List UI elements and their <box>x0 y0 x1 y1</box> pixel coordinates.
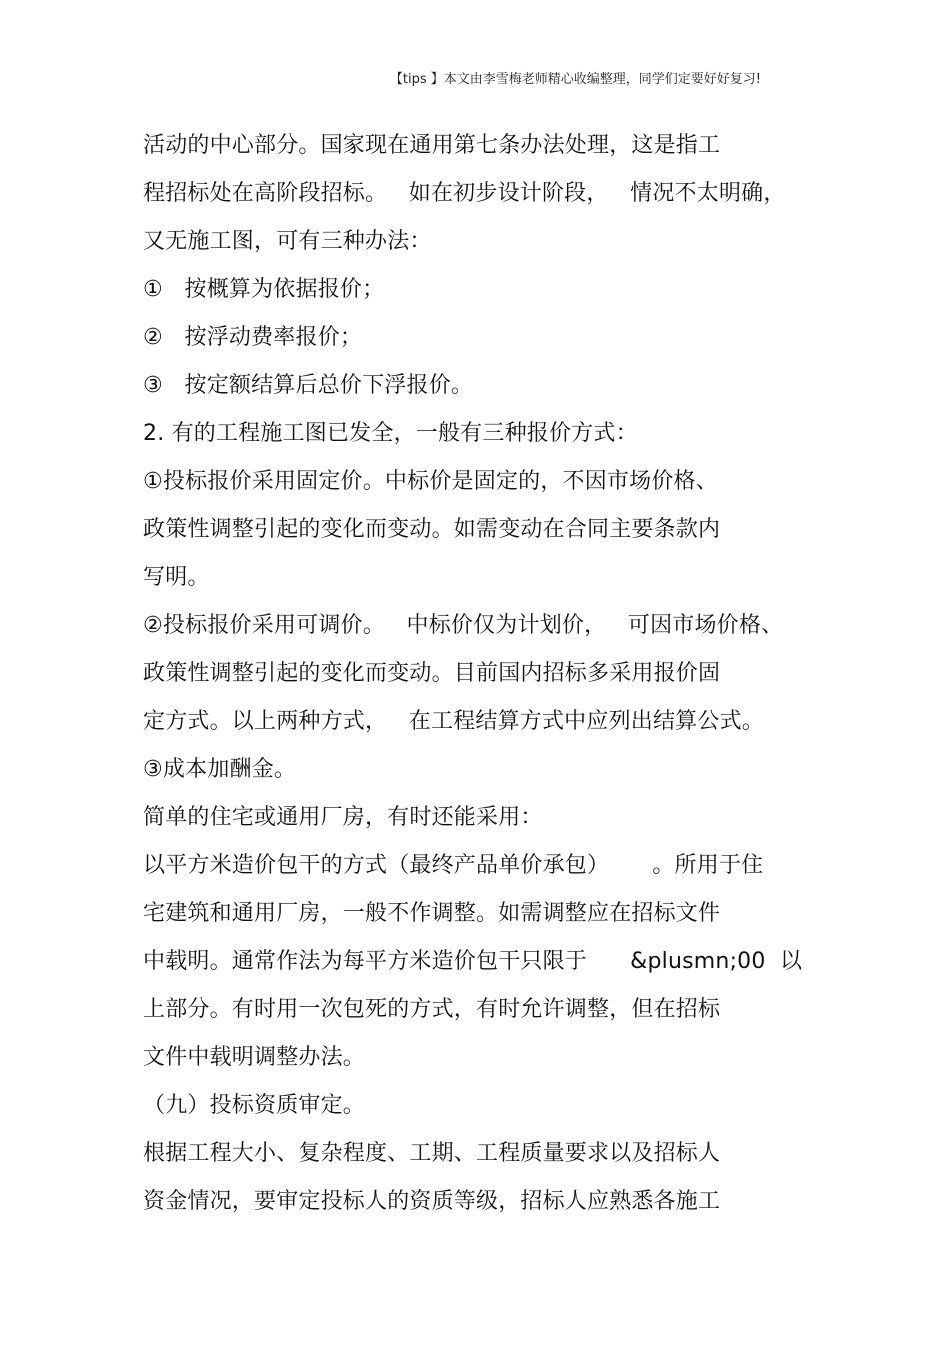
section-heading: （九）投标资质审定。 <box>143 1093 366 1118</box>
document-body <box>143 122 843 1226</box>
text-line: 上部分。有时用一次包死的方式，有时允许调整，但在招标 <box>143 997 721 1022</box>
text-line: 2. 有的工程施工图已发全，一般有三种报价方式： <box>143 421 638 446</box>
text-line: 定方式。以上两种方式， 在工程结算方式中应列出结算公式。 <box>143 709 764 734</box>
text-line: 政策性调整引起的变化而变动。目前国内招标多采用报价固 <box>143 661 721 686</box>
list-item: ① 按概算为依据报价； <box>143 277 385 302</box>
text-line: ③成本加酬金。 <box>143 757 297 782</box>
text-line: 写明。 <box>143 565 210 590</box>
header-note: 【tips 】本文由李雪梅老师精心收编整理，同学们定要好好复习! <box>389 72 761 87</box>
text-line: 政策性调整引起的变化而变动。如需变动在合同主要条款内 <box>143 517 721 542</box>
list-item: ② 按浮动费率报价； <box>143 325 363 350</box>
text-line: 中载明。通常作法为每平方米造价包干只限于 &plusmn;00 以 <box>143 949 803 974</box>
text-line: 资金情况，要审定投标人的资质等级，招标人应熟悉各施工 <box>143 1189 721 1214</box>
text-line: 以平方米造价包干的方式（最终产品单价承包） 。所用于住 <box>143 853 764 878</box>
text-line: 又无施工图，可有三种办法： <box>143 229 432 254</box>
list-item: ③ 按定额结算后总价下浮报价。 <box>143 373 474 398</box>
text-line: ②投标报价采用可调价。 中标价仅为计划价， 可因市场价格、 <box>143 613 784 638</box>
text-line: 活动的中心部分。国家现在通用第七条办法处理，这是指工 <box>143 133 721 158</box>
text-line: 根据工程大小、复杂程度、工期、工程质量要求以及招标人 <box>143 1141 721 1166</box>
text-line: ①投标报价采用固定价。中标价是固定的，不因市场价格、 <box>143 469 718 494</box>
text-line: 宅建筑和通用厂房，一般不作调整。如需调整应在招标文件 <box>143 901 721 926</box>
text-line: 程招标处在高阶段招标。 如在初步设计阶段， 情况不太明确， <box>143 181 786 206</box>
text-line: 文件中载明调整办法。 <box>143 1045 366 1070</box>
text-line: 简单的住宅或通用厂房，有时还能采用： <box>143 805 543 830</box>
